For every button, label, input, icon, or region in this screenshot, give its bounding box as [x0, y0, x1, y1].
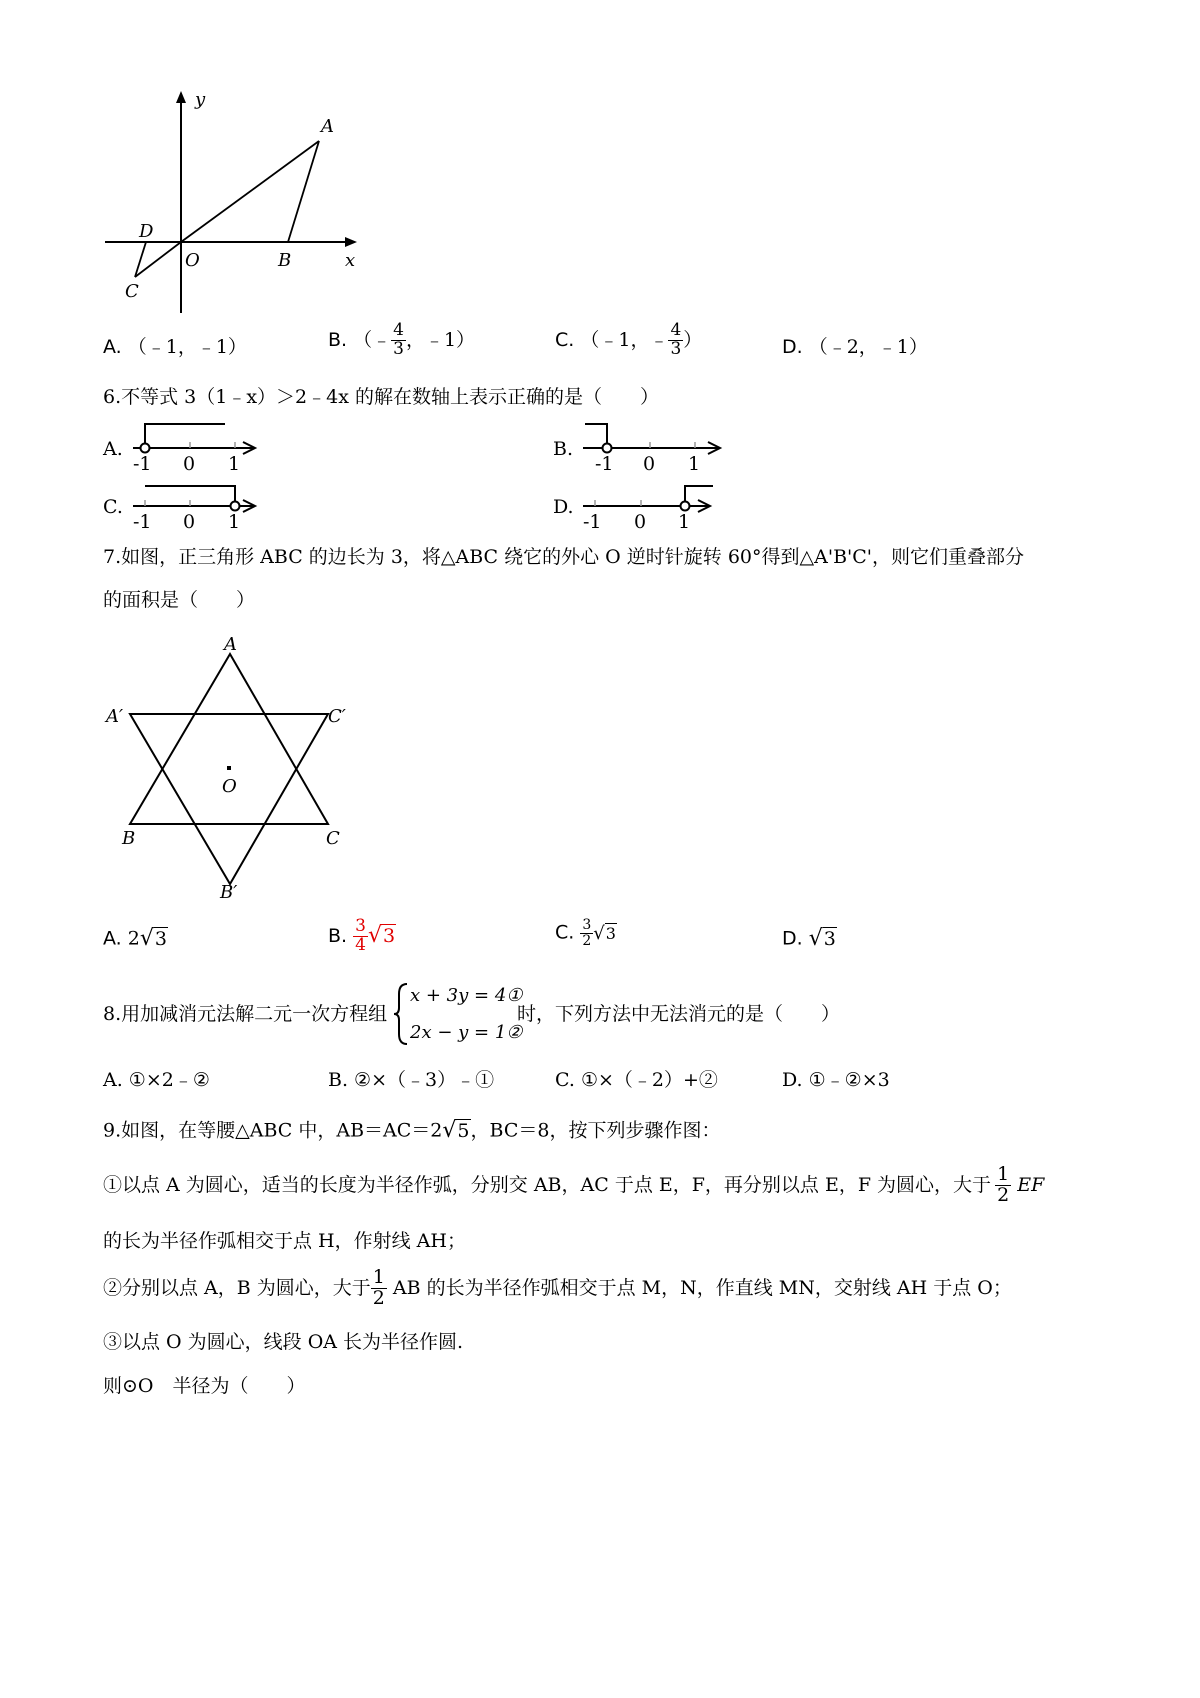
svg-text:0: 0: [183, 511, 196, 533]
svg-text:1: 1: [678, 511, 691, 533]
q7-option-b: [328, 918, 396, 955]
q7-stem-line1: 7.如图，正三角形 ABC 的边长为 3，将△ABC 绕它的外心 O 逆时针旋转 60°得到△A'B'C'，则它们重叠部分: [103, 546, 1025, 568]
fraction: $\frac{1}{2}$: [372, 1266, 385, 1309]
label-b-prime: B′: [220, 882, 238, 903]
label-o: O: [185, 250, 200, 271]
q6-label-a: A.: [103, 438, 123, 460]
fraction: $\frac{4}{3}$: [670, 320, 682, 359]
radical: √3: [367, 923, 396, 949]
option-label: A.: [103, 336, 122, 358]
q8-stem-pre: 8.用加减消元法解二元一次方程组: [103, 1003, 388, 1025]
option-label: D.: [782, 336, 803, 358]
label-a: A: [224, 634, 237, 655]
option-label: B.: [328, 328, 348, 351]
q9-step1: [103, 1165, 1044, 1206]
svg-text:-1: -1: [133, 511, 152, 533]
svg-text:-1: -1: [583, 511, 602, 533]
option-label: B.: [328, 924, 348, 947]
q6-label-d: D.: [553, 496, 574, 518]
fraction: $\frac{3}{2}$: [582, 917, 592, 949]
number-line-d: [578, 478, 723, 533]
svg-text:1: 1: [228, 511, 241, 533]
q7-option-c: [555, 918, 617, 948]
q6-label-c: C.: [103, 496, 123, 518]
q7-stem-line2: 的面积是（ ）: [103, 589, 256, 611]
radical: √3: [139, 926, 167, 951]
coefficient: 2: [127, 927, 140, 950]
step1-post: EF: [1011, 1173, 1045, 1196]
number-line-c: [125, 478, 260, 533]
option-pre: （﹣: [353, 328, 392, 351]
label-y: y: [195, 89, 206, 110]
q8-option-a: A. ①×2﹣②: [103, 1069, 210, 1091]
q9-final: 则⊙O 半径为（ ）: [103, 1375, 306, 1397]
segment-oa: [181, 141, 319, 242]
svg-text:0: 0: [634, 511, 647, 533]
label-c-prime: C′: [328, 706, 346, 727]
q8-stem-post: 时，下列方法中无法消元的是（ ）: [517, 1003, 841, 1025]
label-c: C: [326, 828, 340, 849]
fraction: $\frac{4}{3}$: [393, 320, 404, 359]
segment-oc: [135, 242, 181, 277]
q5-option-d: [782, 338, 928, 357]
option-label: D.: [782, 927, 803, 950]
fraction: $\frac{1}{2}$: [997, 1163, 1010, 1206]
radical: √3: [808, 926, 836, 951]
number-line-b: [583, 420, 728, 475]
q8-option-c: C. ①×（﹣2）+②: [555, 1069, 718, 1091]
svg-text:1: 1: [228, 453, 241, 475]
svg-text:1: 1: [688, 453, 701, 475]
q9-stem: [103, 1120, 720, 1142]
q8-equation-1: x + 3y = 4①: [410, 985, 523, 1006]
step2-pre: ②分别以点 A，B 为圆心，大于: [103, 1276, 371, 1299]
option-label: C.: [555, 921, 575, 944]
triangle-a1b1c1: [130, 714, 328, 884]
q9-step2: [103, 1268, 1012, 1309]
label-b: B: [122, 828, 136, 849]
step1-pre: ①以点 A 为圆心，适当的长度为半径作弧，分别交 AB，AC 于点 E，F，再分别以点 E，F 为圆心，大于: [103, 1173, 992, 1196]
option-pre: （﹣1，﹣: [580, 328, 669, 351]
q8-equation-2: 2x − y = 1②: [410, 1022, 523, 1043]
svg-text:-1: -1: [595, 453, 614, 475]
q5-option-a: [103, 338, 247, 357]
q9-step1-line2: 的长为半径作弧相交于点 H，作射线 AH；: [103, 1230, 466, 1252]
option-text: （﹣1，﹣1）: [127, 336, 247, 358]
option-text: （﹣2，﹣1）: [808, 336, 928, 358]
option-label: C.: [555, 328, 575, 351]
label-o: O: [222, 776, 237, 797]
q8-option-d: D. ①﹣②×3: [782, 1069, 890, 1091]
q8-option-b: B. ②×（﹣3）﹣①: [328, 1069, 495, 1091]
q6-stem: 6.不等式 3（1﹣x）＞2﹣4x 的解在数轴上表示正确的是（ ）: [103, 386, 659, 408]
svg-text:0: 0: [643, 453, 656, 475]
q9-step3: ③以点 O 为圆心，线段 OA 长为半径作圆.: [103, 1331, 464, 1353]
radical: √5: [442, 1118, 470, 1143]
label-a-prime: A′: [106, 706, 124, 727]
hexagram-figure: [100, 628, 360, 908]
triangle-abc: [130, 654, 328, 824]
label-c: C: [125, 281, 139, 302]
q7-option-a: [103, 928, 168, 950]
label-d: D: [139, 221, 154, 242]
label-b: B: [278, 250, 292, 271]
option-post: ，﹣1）: [405, 328, 476, 351]
svg-text:-1: -1: [133, 453, 152, 475]
radical: √3: [593, 922, 616, 944]
q5-option-c: [555, 322, 702, 359]
label-a: A: [321, 116, 334, 137]
x-axis-arrow: [345, 237, 357, 247]
center-point: [227, 766, 231, 770]
q6-label-b: B.: [553, 438, 574, 460]
q7-option-d: [782, 928, 837, 950]
q5-option-b: [328, 322, 475, 359]
stem-post: ，BC＝8，按下列步骤作图：: [470, 1119, 721, 1142]
number-line-a: [125, 420, 260, 475]
segment-ab: [288, 141, 319, 242]
option-post: ）: [683, 328, 703, 351]
system-brace: [393, 982, 409, 1046]
step2-post: AB 的长为半径作弧相交于点 M，N，作直线 MN，交射线 AH 于点 O；: [386, 1276, 1012, 1299]
label-x: x: [345, 250, 356, 271]
svg-text:0: 0: [183, 453, 196, 475]
stem-pre: 9.如图，在等腰△ABC 中，AB＝AC＝2: [103, 1119, 443, 1142]
y-axis-arrow: [176, 91, 186, 103]
option-label: A.: [103, 927, 122, 950]
fraction: $\frac{3}{4}$: [355, 916, 366, 955]
coordinate-figure: [95, 85, 375, 320]
